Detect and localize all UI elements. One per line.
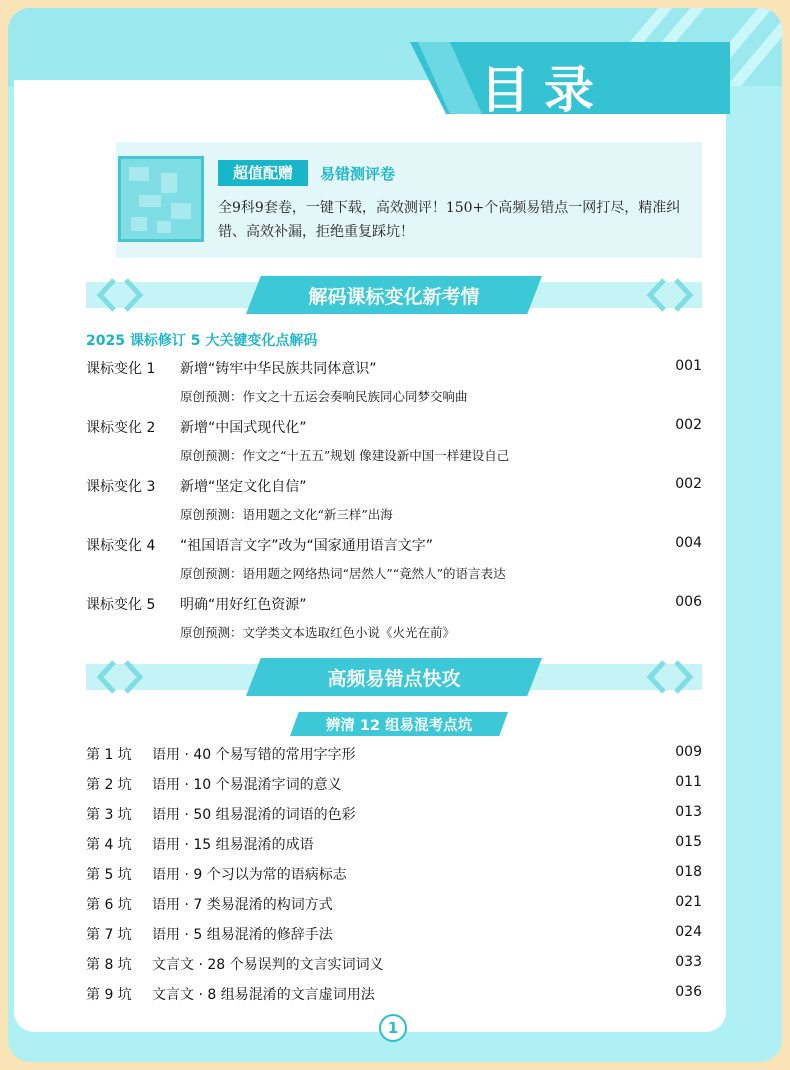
toc-entry[interactable]	[86, 744, 702, 768]
entry-prediction: 原创预测：语用题之网络热词“居然人”“竟然人”的语言表达	[180, 566, 506, 581]
entry-title: 语用 · 7 类易混淆的构词方式	[152, 897, 333, 913]
entry-page: 009	[675, 744, 702, 760]
toc-entry[interactable]	[86, 864, 702, 888]
entry-title: 新增“铸牢中华民族共同体意识”	[180, 361, 377, 377]
entry-title: 语用 · 50 组易混淆的词语的色彩	[152, 807, 356, 823]
entry-key: 第 8 坑	[86, 957, 132, 973]
entry-page: 006	[675, 594, 702, 610]
section-subtitle: 2025 课标修订 5 大关键变化点解码	[86, 333, 318, 349]
entry-key: 课标变化 4	[86, 538, 156, 554]
entry-key: 第 9 坑	[86, 987, 132, 1003]
entry-key: 课标变化 5	[86, 597, 156, 613]
entry-page: 011	[675, 774, 702, 790]
entry-prediction: 原创预测：语用题之文化“新三样”出海	[180, 507, 393, 522]
entry-page: 018	[675, 864, 702, 880]
toc-entry[interactable]	[86, 476, 702, 500]
gift-title: 易错测评卷	[320, 165, 396, 183]
entry-prediction: 原创预测：文学类文本选取红色小说《火光在前》	[180, 625, 456, 640]
page-title: 目录	[480, 61, 608, 119]
toc-entry[interactable]	[86, 774, 702, 798]
entry-key: 第 2 坑	[86, 777, 132, 793]
entry-key: 第 7 坑	[86, 927, 132, 943]
section-title: 解码课标变化新考情	[308, 286, 480, 308]
entry-key: 第 5 坑	[86, 867, 132, 883]
entry-page: 015	[675, 834, 702, 850]
entry-title: 语用 · 40 个易写错的常用字字形	[152, 747, 356, 763]
qr-code[interactable]	[118, 156, 204, 242]
toc-entry[interactable]	[86, 594, 702, 618]
entry-page: 002	[675, 476, 702, 492]
entry-key: 第 3 坑	[86, 807, 132, 823]
entry-prediction: 原创预测：作文之十五运会奏响民族同心同梦交响曲	[180, 389, 468, 404]
entry-title: 新增“中国式现代化”	[180, 420, 307, 436]
entry-title: 语用 · 9 个习以为常的语病标志	[152, 867, 347, 883]
entry-page: 002	[675, 417, 702, 433]
entry-page: 033	[675, 954, 702, 970]
entry-title: 语用 · 10 个易混淆字词的意义	[152, 777, 342, 793]
gift-description: 全9科9套卷，一键下载，高效测评！150+个高频易错点一网打尽，精准纠错、高效补漏，拒绝重复踩坑！	[218, 200, 681, 240]
entry-title: 明确“用好红色资源”	[180, 597, 307, 613]
entry-page: 013	[675, 804, 702, 820]
entry-key: 课标变化 3	[86, 479, 156, 495]
entry-title: 文言文 · 28 个易误判的文言实词词义	[152, 957, 384, 973]
entry-page: 004	[675, 535, 702, 551]
subsection-pill	[290, 712, 508, 736]
entry-page: 001	[675, 358, 702, 374]
entry-page: 024	[675, 924, 702, 940]
toc-entry[interactable]	[86, 894, 702, 918]
entry-key: 第 6 坑	[86, 897, 132, 913]
gift-tag: 超值配赠	[218, 160, 308, 186]
subsection-label: 辨清 12 组易混考点坑	[325, 718, 473, 734]
entry-title: “祖国语言文字”改为“国家通用语言文字”	[180, 538, 434, 554]
toc-entry[interactable]	[86, 924, 702, 948]
entry-key: 第 4 坑	[86, 837, 132, 853]
toc-entry[interactable]	[86, 804, 702, 828]
entry-key: 课标变化 1	[86, 361, 156, 377]
toc-entry[interactable]	[86, 535, 702, 559]
entry-key: 课标变化 2	[86, 420, 156, 436]
entry-title: 语用 · 15 组易混淆的成语	[152, 837, 314, 853]
entry-page: 036	[675, 984, 702, 1000]
toc-entry[interactable]	[86, 417, 702, 441]
toc-entry[interactable]	[86, 954, 702, 978]
section-title: 高频易错点快攻	[327, 668, 461, 690]
toc-entry[interactable]	[86, 358, 702, 382]
entry-page: 021	[675, 894, 702, 910]
entry-title: 新增“坚定文化自信”	[180, 479, 307, 495]
entry-title: 文言文 · 8 组易混淆的文言虚词用法	[152, 987, 375, 1003]
entry-title: 语用 · 5 组易混淆的修辞手法	[152, 927, 333, 943]
entry-key: 第 1 坑	[86, 747, 132, 763]
toc-entry[interactable]	[86, 834, 702, 858]
entry-prediction: 原创预测：作文之“十五五”规划 像建设新中国一样建设自己	[180, 448, 510, 463]
toc-entry[interactable]	[86, 984, 702, 1008]
section-header	[86, 658, 702, 696]
page-number: 1	[379, 1014, 407, 1042]
section-header	[86, 276, 702, 314]
